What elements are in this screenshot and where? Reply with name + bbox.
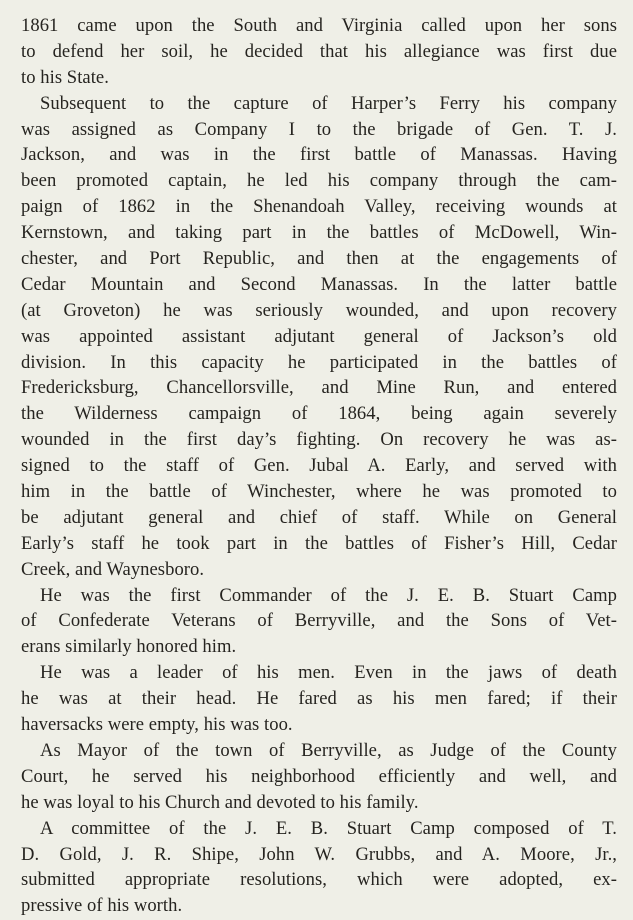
paragraph [21,91,617,583]
paragraph [21,13,617,91]
text-line: pressive of his worth. [21,895,183,917]
text-line: Jackson, and was in the first battle of Manassas. Having [21,144,617,166]
text-line: chester, and Port Republic, and then at the engagements of [21,248,617,270]
text-line: he was at their head. He fared as his men fared; if their [21,688,617,710]
paragraph [21,660,617,738]
text-line: haversacks were empty, his was too. [21,714,293,736]
text-line: Kernstown, and taking part in the battles of McDowell, Win- [21,222,617,244]
text-line: wounded in the first day’s fighting. On recovery he was as- [21,429,617,451]
text-line: As Mayor of the town of Berryville, as Judge of the County [40,739,617,761]
text-line: division. In this capacity he participated in the battles of [21,351,617,373]
text-line: the Wilderness campaign of 1864, being again severely [21,403,617,425]
paragraph [21,816,617,920]
text-line: erans similarly honored him. [21,636,237,658]
body-text [21,13,617,919]
text-line: (at Groveton) he was seriously wounded, and upon recovery [21,299,617,321]
text-line: was appointed assistant adjutant general of Jackson’s old [21,325,617,347]
text-line: Fredericksburg, Chancellorsville, and Mine Run, and entered [21,377,617,399]
text-line: D. Gold, J. R. Shipe, John W. Grubbs, and A. Moore, Jr., [21,843,617,865]
paragraph [21,583,617,661]
text-line: He was a leader of his men. Even in the jaws of death [40,662,617,684]
text-line: Court, he served his neighborhood efficiently and well, and [21,765,617,787]
text-line: was assigned as Company I to the brigade of Gen. T. J. [21,118,617,140]
text-line: to defend her soil, he decided that his allegiance was first due [21,40,617,62]
text-line: to his State. [21,66,109,88]
text-line: been promoted captain, he led his company through the cam- [21,170,617,192]
text-line: paign of 1862 in the Shenandoah Valley, receiving wounds at [21,196,617,218]
text-line: Subsequent to the capture of Harper’s Ferry his company [40,92,617,114]
paragraph [21,738,617,816]
text-line: Creek, and Waynesboro. [21,558,205,580]
text-line: submitted appropriate resolutions, which were adopted, ex- [21,869,617,891]
text-line: Cedar Mountain and Second Manassas. In the latter battle [21,273,617,295]
text-line: A committee of the J. E. B. Stuart Camp composed of T. [40,817,617,839]
text-line: he was loyal to his Church and devoted to his family. [21,791,419,813]
text-line: 1861 came upon the South and Virginia called upon her sons [21,15,617,36]
text-line: signed to the staff of Gen. Jubal A. Early, and served with [21,455,617,477]
text-line: Early’s staff he took part in the battles of Fisher’s Hill, Cedar [21,532,617,554]
text-line: him in the battle of Winchester, where he was promoted to [21,481,617,503]
text-line: be adjutant general and chief of staff. While on General [21,506,617,528]
text-line: He was the first Commander of the J. E. B. Stuart Camp [40,584,617,606]
text-line: of Confederate Veterans of Berryville, and the Sons of Vet- [21,610,617,632]
